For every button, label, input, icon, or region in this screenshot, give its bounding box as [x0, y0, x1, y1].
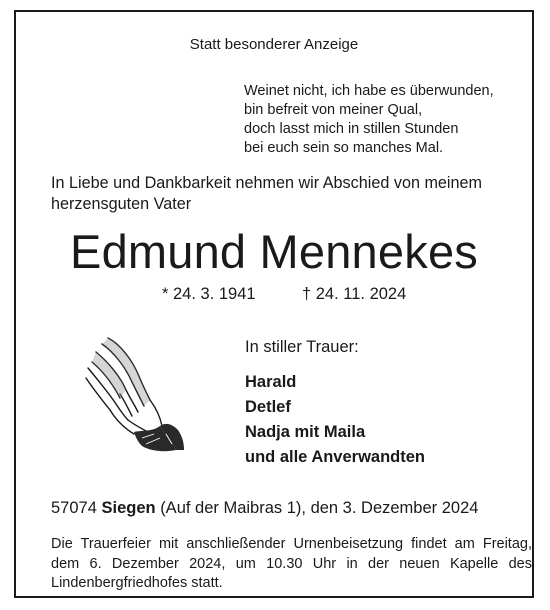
death-date: † 24. 11. 2024 [302, 285, 407, 303]
postcode: 57074 [51, 499, 97, 517]
deceased-name: Edmund Mennekes [70, 225, 478, 278]
poem [244, 82, 494, 158]
poem-line: doch lasst mich in stillen Stunden [244, 121, 459, 137]
address-line [51, 499, 478, 518]
city: Siegen [101, 499, 156, 517]
praying-hands-icon [80, 334, 190, 454]
funeral-notice: Die Trauerfeier mit anschließender Urnenbeisetzung findet am Freitag, dem 6. Dezember 2024, um 10.30 Uhr in der neuen Kapelle des Lindenbergfriedhofes statt. [51, 536, 532, 591]
intro-text [51, 173, 482, 215]
address-rest: (Auf der Maibras 1), den 3. Dezember 2024 [160, 499, 479, 517]
obituary-frame [14, 10, 534, 598]
mourner-name: Detlef [245, 398, 291, 416]
intro-line: In Liebe und Dankbarkeit nehmen wir Abschied von meinem [51, 174, 483, 192]
mourner-name: und alle Anverwandten [245, 448, 426, 466]
mourner-name: Harald [245, 373, 297, 391]
mourning-label: In stiller Trauer: [245, 338, 359, 356]
poem-line: bin befreit von meiner Qual, [244, 102, 423, 118]
poem-line: bei euch sein so manches Mal. [244, 140, 444, 156]
intro-line: herzensguten Vater [51, 195, 192, 213]
mourners-list [245, 370, 425, 470]
birth-date: * 24. 3. 1941 [162, 285, 256, 303]
heading: Statt besonderer Anzeige [189, 36, 359, 53]
mourner-name: Nadja mit Maila [245, 423, 366, 441]
poem-line: Weinet nicht, ich habe es überwunden, [244, 83, 494, 99]
